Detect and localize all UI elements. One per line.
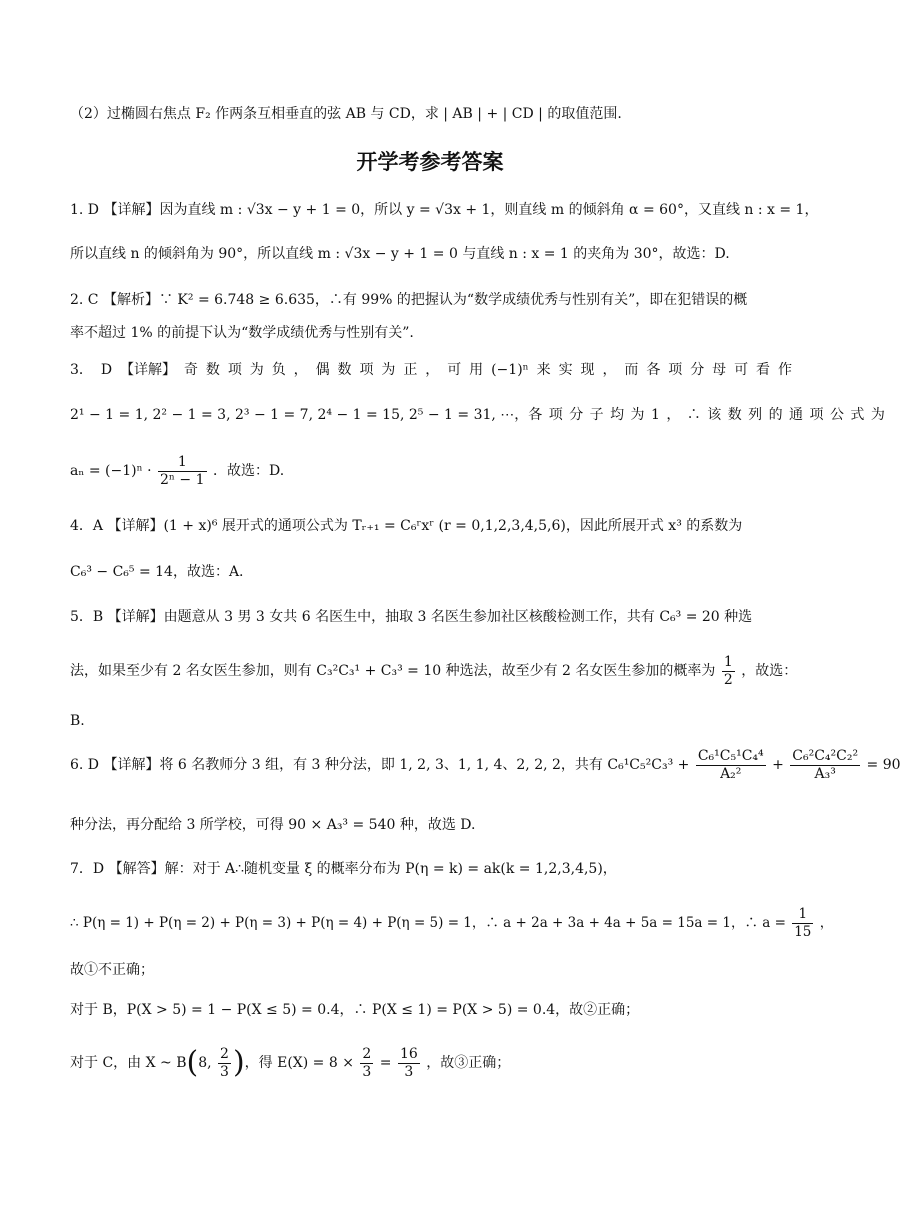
binomial-p-fraction [218, 1046, 231, 1081]
fraction-denominator: 3 [362, 1063, 372, 1080]
q3-token: 用 [469, 362, 484, 378]
q3-token: 各 [646, 362, 661, 378]
q3-token: 来 [536, 362, 551, 378]
q5-line1: 5．B 【详解】由题意从 3 男 3 女共 6 名医生中，抽取 3 名医生参加社区核酸检测工作，共有 C₆³ = 20 种选 [70, 609, 753, 625]
fraction-numerator: 1 [158, 454, 207, 472]
q3-token: 而 [624, 362, 639, 378]
q3-token: ， [293, 362, 308, 378]
q6-line2: 种分法，再分配给 3 所学校，可得 90 × A₃³ = 540 种，故选 D. [70, 817, 476, 833]
q3-token: D [100, 362, 113, 378]
q3-token: 为 [249, 362, 264, 378]
page-title: 开学考参考答案 [356, 150, 504, 174]
q7-fraction [792, 906, 813, 941]
q3-answer: ．故选：D. [212, 463, 285, 479]
q2-line1: 2. C 【解析】∵ K² = 6.748 ≥ 6.635，∴有 99% 的把握认为“数学成绩优秀与性别有关”，即在犯错误的概 [70, 292, 748, 308]
fraction-numerator: 2 [362, 1045, 372, 1062]
fraction-denominator: 3 [404, 1063, 414, 1080]
q6-result: = 90 [866, 757, 901, 773]
q3-token: 现 [580, 362, 595, 378]
fraction-denominator: 3 [220, 1063, 229, 1080]
q4-line2: C₆³ − C₆⁵ = 14，故选：A. [70, 564, 244, 580]
q3-token: 项 [359, 362, 374, 378]
plus-sign: + [772, 757, 784, 773]
q4-line1: 4．A 【详解】(1 + x)⁶ 展开式的通项公式为 Tᵣ₊₁ = C₆ʳxʳ (r = 0,1,2,3,4,5,6)，因此所展开式 x³ 的系数为 [70, 518, 743, 534]
q3-token: (−1)ⁿ [491, 362, 529, 378]
q3-token: 正 [403, 362, 418, 378]
q3-token: 母 [712, 362, 727, 378]
q3-token: ， [602, 362, 617, 378]
right-paren: ) [232, 1045, 245, 1080]
fraction-denominator: A₃³ [814, 765, 836, 782]
q7-conclusion: ，故③正确； [426, 1055, 511, 1071]
q2-line2: 率不超过 1% 的前提下认为“数学成绩优秀与性别有关”. [70, 325, 414, 341]
q3-token: 实 [558, 362, 573, 378]
q3-token: ， [425, 362, 440, 378]
q3-token: 可 [734, 362, 749, 378]
q5-fraction [722, 654, 735, 689]
fraction-denominator: 2ⁿ − 1 [160, 471, 205, 488]
q1-line2: 所以直线 n 的倾斜角为 90°，所以直线 m : √3x − y + 1 = 0 与直线 n : x = 1 的夹角为 30°，故选：D. [70, 246, 730, 262]
q3-token: 分 [690, 362, 705, 378]
fraction-denominator: 2 [723, 671, 733, 688]
q1-line1: 1. D 【详解】因为直线 m : √3x − y + 1 = 0，所以 y = √3x + 1，则直线 m 的倾斜角 α = 60°，又直线 n : x = 1， [70, 202, 819, 218]
q7-line3: 故①不正确； [70, 962, 154, 978]
q3-token: 数 [337, 362, 352, 378]
q3-token: 数 [205, 362, 220, 378]
q3-general-term: aₙ = (−1)ⁿ · [70, 463, 152, 479]
q3-token: 奇 [183, 362, 198, 378]
left-paren: ( [186, 1045, 199, 1080]
q3-token: 看 [756, 362, 771, 378]
q7-line1: 7．D 【解答】解：对于 A∴随机变量 ξ 的概率分布为 P(η = k) = ak(k = 1,2,3,4,5)， [70, 861, 617, 877]
q3-token: 3． [70, 362, 93, 378]
q5-answer-prefix: ，故选： [741, 663, 798, 679]
q3-fraction [158, 454, 207, 489]
q3-line3 [70, 452, 792, 490]
q7-line5 [70, 1040, 792, 1086]
q7-expectation-text: ，得 E(X) = 8 × [244, 1055, 354, 1071]
equals-sign: = [379, 1055, 392, 1071]
q5-line2 [70, 652, 798, 690]
binomial-n: 8, [198, 1055, 212, 1071]
q3-line2-text: 各 项 分 子 均 为 1 ， ∴ 该 数 列 的 通 项 公 式 为 [528, 407, 886, 423]
q3-token: 可 [447, 362, 462, 378]
q6-line1-text: 6. D 【详解】将 6 名教师分 3 组，有 3 种分法，即 1, 2, 3、1, 1, 4、2, 2, 2，共有 C₆¹C₅²C₃³ + [70, 757, 690, 773]
q7-line2-tail: ， [819, 915, 834, 931]
q3-token: 负 [271, 362, 286, 378]
q5-line3: B. [70, 713, 85, 729]
q6-line1 [70, 743, 901, 787]
q3-token: 作 [777, 362, 792, 378]
q7-line2 [70, 903, 834, 943]
fraction-numerator: 1 [792, 906, 813, 924]
fraction-denominator: 15 [794, 924, 812, 940]
q7-fraction-b [398, 1046, 420, 1081]
fraction-numerator: C₆²C₄²C₂² [792, 747, 859, 764]
q6-fraction-2 [790, 748, 860, 783]
q3-token: 【详解】 [120, 362, 177, 378]
q3-token: 偶 [315, 362, 330, 378]
q7-line5-prefix: 对于 C，由 X ~ B [70, 1055, 187, 1071]
fraction-numerator: C₆¹C₅¹C₄⁴ [697, 747, 764, 764]
q7-fraction-a [360, 1046, 373, 1081]
q3-line2 [70, 405, 886, 425]
top-question-line: （2）过椭圆右焦点 F₂ 作两条互相垂直的弦 AB 与 CD，求 | AB | + | CD | 的取值范围. [70, 106, 622, 122]
q3-token: 项 [227, 362, 242, 378]
q3-line1 [70, 360, 792, 380]
q6-fraction-1 [696, 748, 766, 783]
q3-token: 为 [381, 362, 396, 378]
fraction-numerator: 16 [399, 1045, 418, 1062]
q3-sequence-formula: 2¹ − 1 = 1, 2² − 1 = 3, 2³ − 1 = 7, 2⁴ − 1 = 15, 2⁵ − 1 = 31, ⋯， [70, 407, 529, 423]
fraction-numerator: 1 [723, 653, 733, 670]
q7-line4: 对于 B，P(X > 5) = 1 − P(X ≤ 5) = 0.4，∴ P(X ≤ 1) = P(X > 5) = 0.4，故②正确； [70, 1002, 640, 1018]
q7-line2-text: ∴ P(η = 1) + P(η = 2) + P(η = 3) + P(η = 4) + P(η = 5) = 1，∴ a + 2a + 3a + 4a + 5a = 15a = 1，∴ a = [70, 915, 786, 931]
q5-line2-text: 法，如果至少有 2 名女医生参加，则有 C₃²C₃¹ + C₃³ = 10 种选法，故至少有 2 名女医生参加的概率为 [70, 663, 716, 679]
fraction-numerator: 2 [220, 1045, 229, 1062]
fraction-denominator: A₂² [720, 765, 742, 782]
q3-token: 项 [668, 362, 683, 378]
